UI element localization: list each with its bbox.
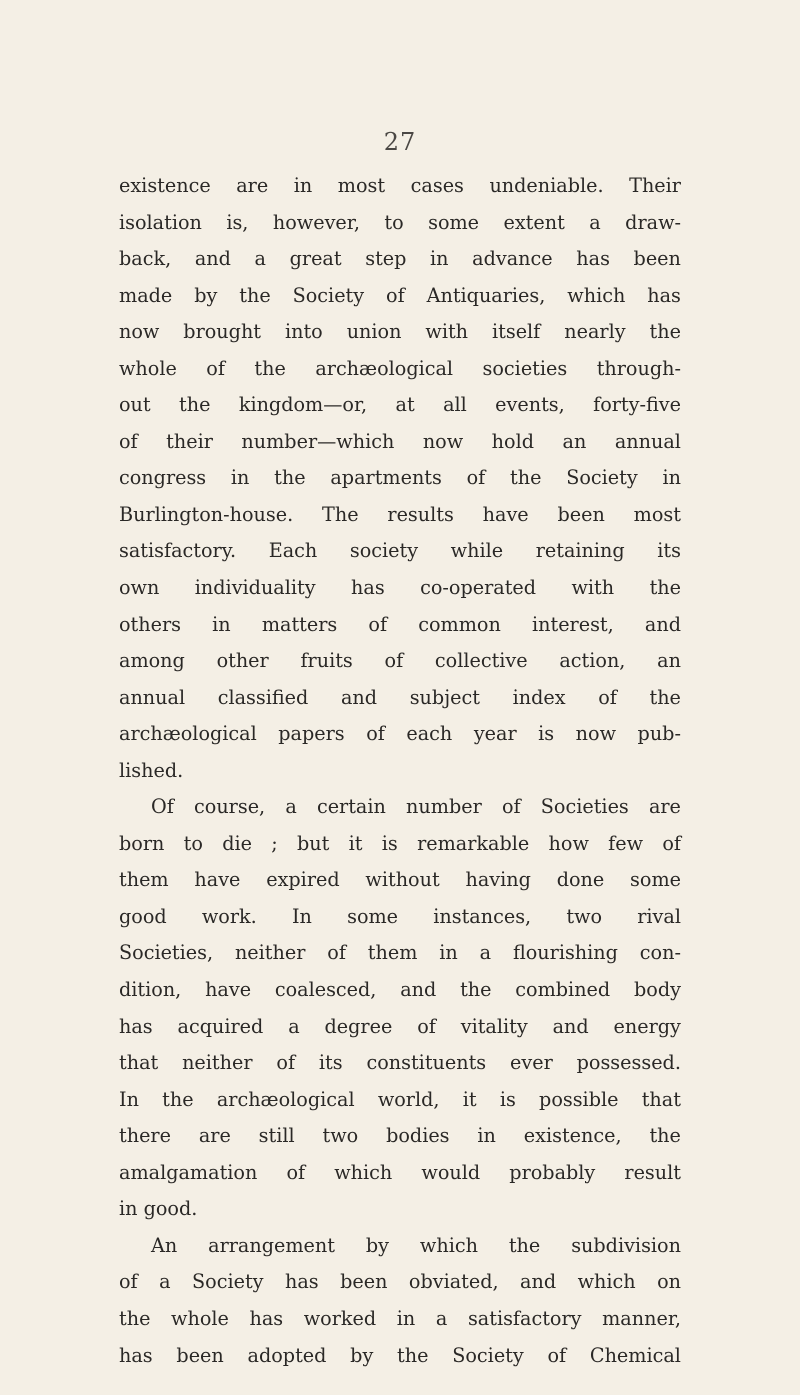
text-line: out the kingdom—or, at all events, forty-five [119, 393, 681, 417]
text-line: Societies, neither of them in a flourishing con- [119, 941, 681, 965]
text-line: others in matters of common interest, and [119, 612, 681, 636]
text-line: satisfactory. Each society while retaining its [119, 539, 681, 563]
paragraph [119, 168, 681, 789]
text-line: Burlington-house. The results have been most [119, 502, 681, 526]
text-line: congress in the apartments of the Society in [119, 466, 681, 490]
text-line: good work. In some instances, two rival [119, 904, 681, 928]
text-line: there are still two bodies in existence, the [119, 1124, 681, 1148]
text-line: the whole has worked in a satisfactory manner, [119, 1306, 681, 1330]
text-line: dition, have coalesced, and the combined body [119, 978, 681, 1002]
paragraph [119, 1228, 681, 1374]
text-line: has acquired a degree of vitality and energy [119, 1014, 681, 1038]
text-line: annual classified and subject index of the [119, 685, 681, 709]
text-line: amalgamation of which would probably result [119, 1160, 681, 1184]
text-line: that neither of its constituents ever possessed. [119, 1051, 681, 1075]
text-line: made by the Society of Antiquaries, which has [119, 283, 681, 307]
text-line: whole of the archæological societies through- [119, 356, 681, 380]
text-line: of a Society has been obviated, and which on [119, 1270, 681, 1294]
body-text [119, 168, 681, 1374]
page-number: 27 [383, 128, 417, 156]
text-line: lished. [119, 758, 184, 782]
text-line: Of course, a certain number of Societies are [151, 795, 681, 819]
text-line: them have expired without having done some [119, 868, 681, 892]
text-line: now brought into union with itself nearly the [119, 320, 681, 344]
text-line: isolation is, however, to some extent a draw- [119, 210, 681, 234]
text-line: In the archæological world, it is possible that [119, 1087, 681, 1111]
text-line: back, and a great step in advance has been [119, 247, 681, 271]
paragraph [119, 789, 681, 1228]
text-line: own individuality has co-operated with the [119, 576, 681, 600]
text-line: among other fruits of collective action, an [119, 649, 681, 673]
text-line: has been adopted by the Society of Chemical [119, 1343, 681, 1367]
text-line: existence are in most cases undeniable. Their [119, 174, 681, 197]
text-line: archæological papers of each year is now pub- [119, 722, 681, 746]
text-line: in good. [119, 1197, 198, 1221]
text-line: born to die ; but it is remarkable how few of [119, 831, 681, 855]
text-line: An arrangement by which the subdivision [151, 1233, 681, 1257]
text-line: of their number—which now hold an annual [119, 429, 681, 453]
